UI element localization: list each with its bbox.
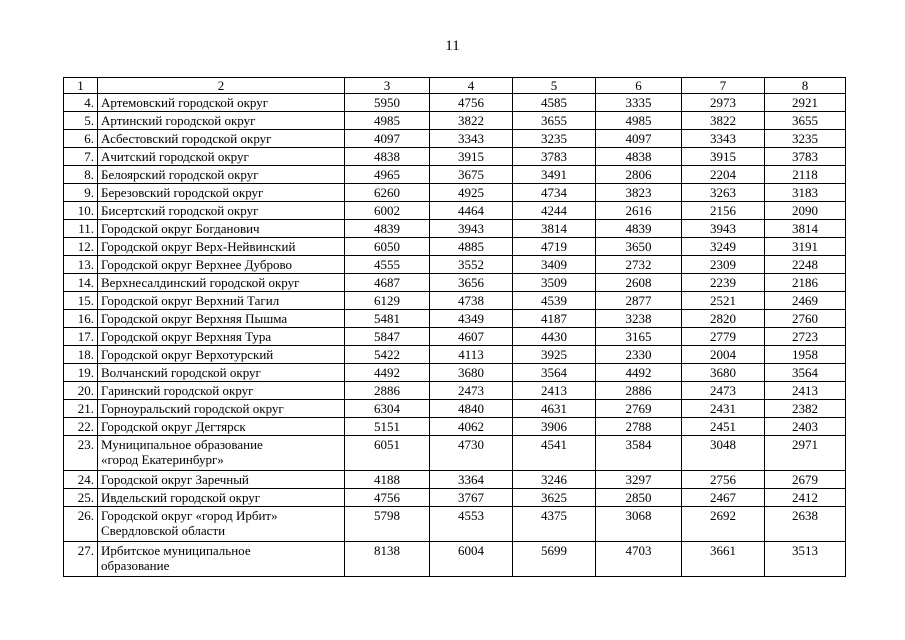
table-row [64, 364, 846, 382]
value-cell-col-7: 3048 [682, 436, 765, 471]
value-cell-col-6: 3238 [596, 310, 682, 328]
value-cell-col-5: 3625 [513, 489, 596, 507]
row-number-cell: 19. [64, 364, 98, 382]
municipality-name-cell [98, 400, 345, 418]
value-cell-col-6: 3165 [596, 328, 682, 346]
value-cell-col-4: 4885 [430, 238, 513, 256]
value-cell-col-4: 6004 [430, 542, 513, 577]
row-number-cell: 8. [64, 166, 98, 184]
value-cell-col-7: 2779 [682, 328, 765, 346]
row-number-cell: 15. [64, 292, 98, 310]
value-cell-col-7: 2309 [682, 256, 765, 274]
table-row [64, 489, 846, 507]
table-row [64, 436, 846, 471]
table-row [64, 256, 846, 274]
value-cell-col-7: 3661 [682, 542, 765, 577]
value-cell-col-6: 4492 [596, 364, 682, 382]
municipality-name-line: Городской округ «город Ирбит» [101, 508, 278, 523]
value-cell-col-4: 4607 [430, 328, 513, 346]
value-cell-col-3: 6051 [345, 436, 430, 471]
value-cell-col-6: 4839 [596, 220, 682, 238]
row-number-cell: 20. [64, 382, 98, 400]
municipality-name-cell [98, 418, 345, 436]
value-cell-col-8: 3235 [765, 130, 846, 148]
value-cell-col-6: 2330 [596, 346, 682, 364]
table-row [64, 220, 846, 238]
value-cell-col-5: 3814 [513, 220, 596, 238]
value-cell-col-8: 3564 [765, 364, 846, 382]
value-cell-col-3: 5950 [345, 94, 430, 112]
value-cell-col-6: 3297 [596, 471, 682, 489]
row-number-cell: 18. [64, 346, 98, 364]
value-cell-col-4: 3552 [430, 256, 513, 274]
municipality-name-line: Городской округ Богданович [101, 221, 260, 236]
value-cell-col-3: 5847 [345, 328, 430, 346]
municipality-name-line: «город Екатеринбург» [101, 452, 224, 467]
value-cell-col-5: 3509 [513, 274, 596, 292]
value-cell-col-8: 2186 [765, 274, 846, 292]
value-cell-col-8: 2248 [765, 256, 846, 274]
municipality-name-cell [98, 346, 345, 364]
page-number: 11 [445, 38, 460, 54]
value-cell-col-3: 6304 [345, 400, 430, 418]
value-cell-col-4: 4738 [430, 292, 513, 310]
municipality-name-cell [98, 436, 345, 471]
row-number-cell: 12. [64, 238, 98, 256]
value-cell-col-8: 3783 [765, 148, 846, 166]
value-cell-col-8: 2723 [765, 328, 846, 346]
row-number-cell: 24. [64, 471, 98, 489]
value-cell-col-7: 2820 [682, 310, 765, 328]
value-cell-col-7: 2473 [682, 382, 765, 400]
municipality-name-line: Горноуральский городской округ [101, 401, 284, 416]
value-cell-col-7: 3249 [682, 238, 765, 256]
value-cell-col-4: 2473 [430, 382, 513, 400]
header-cell: 2 [98, 78, 345, 94]
value-cell-col-4: 3915 [430, 148, 513, 166]
value-cell-col-3: 4555 [345, 256, 430, 274]
value-cell-col-5: 4539 [513, 292, 596, 310]
municipality-name-cell [98, 112, 345, 130]
municipality-name-line: Белоярский городской округ [101, 167, 259, 182]
value-cell-col-3: 4985 [345, 112, 430, 130]
row-number-cell: 16. [64, 310, 98, 328]
row-number-cell: 10. [64, 202, 98, 220]
municipality-name-line: Городской округ Верхотурский [101, 347, 274, 362]
value-cell-col-8: 2469 [765, 292, 846, 310]
header-cell: 1 [64, 78, 98, 94]
municipality-name-cell [98, 274, 345, 292]
value-cell-col-6: 4097 [596, 130, 682, 148]
row-number-cell: 7. [64, 148, 98, 166]
value-cell-col-6: 2769 [596, 400, 682, 418]
municipality-name-cell [98, 310, 345, 328]
value-cell-col-4: 4925 [430, 184, 513, 202]
value-cell-col-5: 4187 [513, 310, 596, 328]
municipality-name-cell [98, 382, 345, 400]
value-cell-col-6: 2732 [596, 256, 682, 274]
table-row [64, 112, 846, 130]
value-cell-col-8: 2403 [765, 418, 846, 436]
value-cell-col-8: 3814 [765, 220, 846, 238]
header-cell: 3 [345, 78, 430, 94]
row-number-cell: 5. [64, 112, 98, 130]
municipality-name-line: Городской округ Верх-Нейвинский [101, 239, 296, 254]
data-table [63, 77, 846, 577]
municipality-name-line: Артинский городской округ [101, 113, 256, 128]
municipality-name-line: Бисертский городской округ [101, 203, 259, 218]
header-cell: 7 [682, 78, 765, 94]
value-cell-col-3: 4097 [345, 130, 430, 148]
municipality-name-line: Городской округ Верхняя Тура [101, 329, 272, 344]
municipality-name-cell [98, 256, 345, 274]
municipality-name-line: Березовский городской округ [101, 185, 264, 200]
municipality-name-cell [98, 148, 345, 166]
value-cell-col-7: 2156 [682, 202, 765, 220]
value-cell-col-4: 4113 [430, 346, 513, 364]
table-row [64, 292, 846, 310]
table-row [64, 400, 846, 418]
table-row [64, 471, 846, 489]
value-cell-col-8: 3655 [765, 112, 846, 130]
value-cell-col-5: 3906 [513, 418, 596, 436]
value-cell-col-3: 4839 [345, 220, 430, 238]
municipality-name-line: Городской округ Дегтярск [101, 419, 246, 434]
value-cell-col-3: 6129 [345, 292, 430, 310]
value-cell-col-6: 2788 [596, 418, 682, 436]
value-cell-col-8: 2971 [765, 436, 846, 471]
table-row [64, 130, 846, 148]
value-cell-col-4: 4349 [430, 310, 513, 328]
value-cell-col-4: 4730 [430, 436, 513, 471]
value-cell-col-7: 2004 [682, 346, 765, 364]
municipality-name-line: Городской округ Заречный [101, 472, 249, 487]
value-cell-col-5: 3246 [513, 471, 596, 489]
value-cell-col-3: 4965 [345, 166, 430, 184]
table-row [64, 94, 846, 112]
row-number-cell: 6. [64, 130, 98, 148]
municipality-name-cell [98, 202, 345, 220]
row-number-cell: 4. [64, 94, 98, 112]
value-cell-col-5: 4734 [513, 184, 596, 202]
municipality-name-line: образование [101, 558, 170, 573]
municipality-name-line: Гаринский городской округ [101, 383, 254, 398]
value-cell-col-5: 3409 [513, 256, 596, 274]
value-cell-col-3: 2886 [345, 382, 430, 400]
table-row [64, 382, 846, 400]
value-cell-col-8: 2679 [765, 471, 846, 489]
value-cell-col-7: 3915 [682, 148, 765, 166]
municipality-name-line: Волчанский городской округ [101, 365, 261, 380]
value-cell-col-5: 4244 [513, 202, 596, 220]
value-cell-col-7: 2756 [682, 471, 765, 489]
value-cell-col-3: 5481 [345, 310, 430, 328]
municipality-name-cell [98, 328, 345, 346]
value-cell-col-7: 3343 [682, 130, 765, 148]
value-cell-col-8: 2921 [765, 94, 846, 112]
value-cell-col-6: 3584 [596, 436, 682, 471]
value-cell-col-3: 4188 [345, 471, 430, 489]
value-cell-col-5: 4585 [513, 94, 596, 112]
value-cell-col-5: 5699 [513, 542, 596, 577]
value-cell-col-6: 3335 [596, 94, 682, 112]
value-cell-col-4: 3767 [430, 489, 513, 507]
value-cell-col-3: 4687 [345, 274, 430, 292]
value-cell-col-4: 4840 [430, 400, 513, 418]
header-cell: 6 [596, 78, 682, 94]
value-cell-col-8: 1958 [765, 346, 846, 364]
municipality-name-line: Муниципальное образование [101, 437, 263, 452]
value-cell-col-4: 3943 [430, 220, 513, 238]
value-cell-col-5: 3783 [513, 148, 596, 166]
value-cell-col-7: 3680 [682, 364, 765, 382]
value-cell-col-8: 3191 [765, 238, 846, 256]
row-number-cell: 27. [64, 542, 98, 577]
value-cell-col-4: 3675 [430, 166, 513, 184]
value-cell-col-3: 5422 [345, 346, 430, 364]
table-row [64, 328, 846, 346]
municipality-name-line: Свердловской области [101, 523, 226, 538]
municipality-name-cell [98, 489, 345, 507]
value-cell-col-7: 3263 [682, 184, 765, 202]
value-cell-col-6: 2806 [596, 166, 682, 184]
value-cell-col-8: 2090 [765, 202, 846, 220]
value-cell-col-5: 4375 [513, 507, 596, 542]
value-cell-col-3: 6002 [345, 202, 430, 220]
municipality-name-cell [98, 94, 345, 112]
table-row [64, 310, 846, 328]
table-row [64, 274, 846, 292]
value-cell-col-8: 2118 [765, 166, 846, 184]
value-cell-col-8: 2760 [765, 310, 846, 328]
header-cell: 4 [430, 78, 513, 94]
row-number-cell: 25. [64, 489, 98, 507]
header-cell: 8 [765, 78, 846, 94]
value-cell-col-3: 5798 [345, 507, 430, 542]
value-cell-col-7: 2973 [682, 94, 765, 112]
value-cell-col-6: 2850 [596, 489, 682, 507]
value-cell-col-4: 4062 [430, 418, 513, 436]
municipality-name-line: Ивдельский городской округ [101, 490, 261, 505]
value-cell-col-3: 5151 [345, 418, 430, 436]
municipality-name-line: Верхнесалдинский городской округ [101, 275, 300, 290]
row-number-cell: 9. [64, 184, 98, 202]
table-row [64, 148, 846, 166]
value-cell-col-4: 3364 [430, 471, 513, 489]
value-cell-col-4: 4464 [430, 202, 513, 220]
municipality-name-line: Ирбитское муниципальное [101, 543, 251, 558]
value-cell-col-6: 4703 [596, 542, 682, 577]
value-cell-col-4: 3822 [430, 112, 513, 130]
row-number-cell: 13. [64, 256, 98, 274]
row-number-cell: 17. [64, 328, 98, 346]
municipality-name-cell [98, 184, 345, 202]
row-number-cell: 14. [64, 274, 98, 292]
value-cell-col-4: 4553 [430, 507, 513, 542]
value-cell-col-3: 6050 [345, 238, 430, 256]
municipality-name-line: Городской округ Верхняя Пышма [101, 311, 288, 326]
municipality-name-cell [98, 364, 345, 382]
value-cell-col-4: 4756 [430, 94, 513, 112]
value-cell-col-8: 3513 [765, 542, 846, 577]
row-number-cell: 26. [64, 507, 98, 542]
value-cell-col-7: 2692 [682, 507, 765, 542]
value-cell-col-5: 3564 [513, 364, 596, 382]
value-cell-col-4: 3656 [430, 274, 513, 292]
value-cell-col-5: 3491 [513, 166, 596, 184]
value-cell-col-5: 4541 [513, 436, 596, 471]
value-cell-col-7: 2451 [682, 418, 765, 436]
table-row [64, 184, 846, 202]
municipality-name-cell [98, 471, 345, 489]
value-cell-col-6: 3823 [596, 184, 682, 202]
value-cell-col-8: 2413 [765, 382, 846, 400]
value-cell-col-5: 4719 [513, 238, 596, 256]
municipality-name-line: Городской округ Верхний Тагил [101, 293, 280, 308]
value-cell-col-5: 4430 [513, 328, 596, 346]
value-cell-col-6: 4985 [596, 112, 682, 130]
value-cell-col-8: 3183 [765, 184, 846, 202]
municipality-name-cell [98, 507, 345, 542]
municipality-name-line: Городской округ Верхнее Дуброво [101, 257, 293, 272]
value-cell-col-8: 2382 [765, 400, 846, 418]
row-number-cell: 23. [64, 436, 98, 471]
value-cell-col-6: 3068 [596, 507, 682, 542]
municipality-name-cell [98, 166, 345, 184]
header-cell: 5 [513, 78, 596, 94]
value-cell-col-3: 4838 [345, 148, 430, 166]
value-cell-col-3: 4756 [345, 489, 430, 507]
row-number-cell: 22. [64, 418, 98, 436]
value-cell-col-3: 4492 [345, 364, 430, 382]
table-row [64, 507, 846, 542]
value-cell-col-6: 2616 [596, 202, 682, 220]
municipality-name-cell [98, 292, 345, 310]
value-cell-col-7: 2239 [682, 274, 765, 292]
value-cell-col-7: 2431 [682, 400, 765, 418]
value-cell-col-4: 3343 [430, 130, 513, 148]
table-row [64, 202, 846, 220]
value-cell-col-5: 3655 [513, 112, 596, 130]
value-cell-col-8: 2638 [765, 507, 846, 542]
value-cell-col-7: 3943 [682, 220, 765, 238]
municipality-name-cell [98, 130, 345, 148]
value-cell-col-7: 2521 [682, 292, 765, 310]
value-cell-col-4: 3680 [430, 364, 513, 382]
municipality-name-line: Асбестовский городской округ [101, 131, 272, 146]
value-cell-col-7: 2467 [682, 489, 765, 507]
table-row [64, 238, 846, 256]
value-cell-col-7: 3822 [682, 112, 765, 130]
value-cell-col-6: 2608 [596, 274, 682, 292]
table-row [64, 542, 846, 577]
value-cell-col-7: 2204 [682, 166, 765, 184]
table-row [64, 346, 846, 364]
row-number-cell: 21. [64, 400, 98, 418]
value-cell-col-3: 6260 [345, 184, 430, 202]
value-cell-col-5: 3925 [513, 346, 596, 364]
value-cell-col-6: 2886 [596, 382, 682, 400]
table-body [64, 78, 846, 577]
table-row [64, 418, 846, 436]
value-cell-col-8: 2412 [765, 489, 846, 507]
municipality-name-line: Ачитский городской округ [101, 149, 249, 164]
value-cell-col-5: 3235 [513, 130, 596, 148]
value-cell-col-5: 2413 [513, 382, 596, 400]
value-cell-col-6: 2877 [596, 292, 682, 310]
header-row [64, 78, 846, 94]
value-cell-col-3: 8138 [345, 542, 430, 577]
value-cell-col-6: 4838 [596, 148, 682, 166]
municipality-name-line: Артемовский городской округ [101, 95, 269, 110]
table-row [64, 166, 846, 184]
value-cell-col-6: 3650 [596, 238, 682, 256]
municipality-name-cell [98, 542, 345, 577]
municipality-name-cell [98, 220, 345, 238]
municipality-name-cell [98, 238, 345, 256]
value-cell-col-5: 4631 [513, 400, 596, 418]
row-number-cell: 11. [64, 220, 98, 238]
